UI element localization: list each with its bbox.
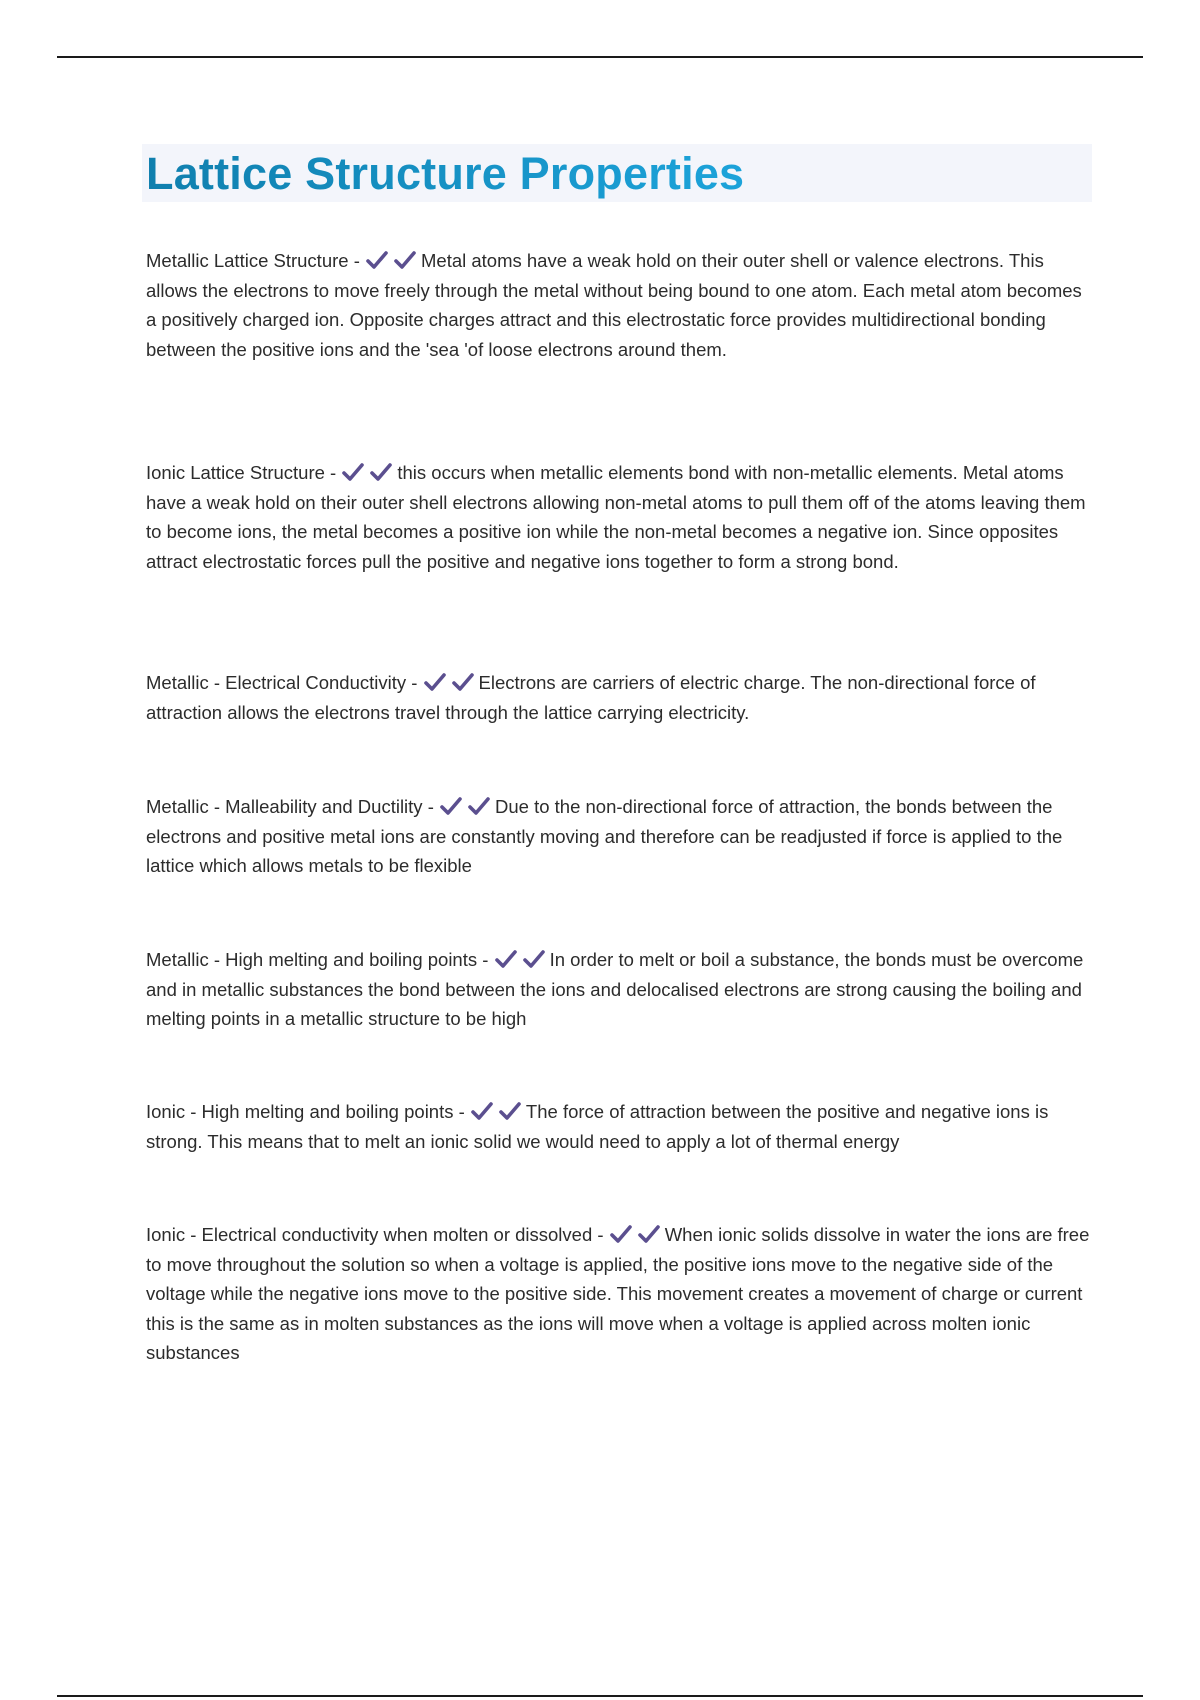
entry-ionic-electrical-conductivity [146, 1220, 1096, 1368]
check-mark-icon [637, 1224, 661, 1244]
entry-ionic-melting-points [146, 1097, 1096, 1156]
check-mark-icon [470, 1101, 494, 1121]
entry-term: Ionic - High melting and boiling points - [146, 1101, 470, 1122]
entry-metallic-melting-points [146, 945, 1096, 1034]
check-mark-icon [498, 1101, 522, 1121]
entry-term: Ionic Lattice Structure - [146, 462, 342, 483]
entry-definition: Due to the non-directional force of attraction, the bonds between the electrons and positive metal ions are constantly moving and therefore can be readjusted if force is applied to the lattice which allows metals to be flexible [146, 796, 1063, 876]
entry-metallic-malleability [146, 792, 1096, 881]
entry-term: Metallic Lattice Structure - [146, 250, 365, 271]
top-rule [57, 56, 1143, 58]
entry-definition: In order to melt or boil a substance, the bonds must be overcome and in metallic substances the bond between the ions and delocalised electrons are strong causing the boiling and melting points in a metallic structure to be high [146, 949, 1084, 1029]
check-mark-icon [341, 462, 365, 482]
entry-term: Metallic - Electrical Conductivity - [146, 672, 423, 693]
entry-term: Ionic - Electrical conductivity when molten or dissolved - [146, 1224, 609, 1245]
check-mark-icon [609, 1224, 633, 1244]
check-mark-icon [451, 672, 475, 692]
check-mark-icon [467, 796, 491, 816]
entry-definition: Electrons are carriers of electric charge. The non-directional force of attraction allows the electrons travel through the lattice carrying electricity. [146, 672, 1036, 723]
entry-definition: The force of attraction between the positive and negative ions is strong. This means that to melt an ionic solid we would need to apply a lot of thermal energy [146, 1101, 1049, 1152]
entry-definition: this occurs when metallic elements bond with non-metallic elements. Metal atoms have a weak hold on their outer shell electrons allowing non-metal atoms to pull them off of the atoms leaving them to become ions, the metal becomes a positive ion while the non-metal becomes a negative ion. Since opposites attract electrostatic forces pull the positive and negative ions together to form a strong bond. [146, 462, 1086, 572]
check-mark-icon [494, 949, 518, 969]
check-mark-icon [393, 250, 417, 270]
check-mark-icon [423, 672, 447, 692]
check-mark-icon [365, 250, 389, 270]
entry-metallic-lattice-structure [146, 246, 1096, 364]
bottom-rule [57, 1695, 1143, 1697]
entry-definition: Metal atoms have a weak hold on their outer shell or valence electrons. This allows the electrons to move freely through the metal without being bound to one atom. Each metal atom becomes a positively charged ion. Opposite charges attract and this electrostatic force provides multidirectional bonding between the positive ions and the 'sea 'of loose electrons around them. [146, 250, 1082, 360]
entry-definition: When ionic solids dissolve in water the ions are free to move throughout the solution so when a voltage is applied, the positive ions move to the negative side of the voltage while the negative ions move to the positive side. This movement creates a movement of charge or current this is the same as in molten substances as the ions will move when a voltage is applied across molten ionic substances [146, 1224, 1090, 1363]
entry-term: Metallic - Malleability and Ductility - [146, 796, 440, 817]
check-mark-icon [369, 462, 393, 482]
check-mark-icon [522, 949, 546, 969]
page-title: Lattice Structure Properties [146, 148, 745, 199]
entry-metallic-electrical-conductivity [146, 668, 1096, 727]
check-mark-icon [439, 796, 463, 816]
entry-term: Metallic - High melting and boiling points - [146, 949, 494, 970]
entry-ionic-lattice-structure [146, 458, 1096, 576]
